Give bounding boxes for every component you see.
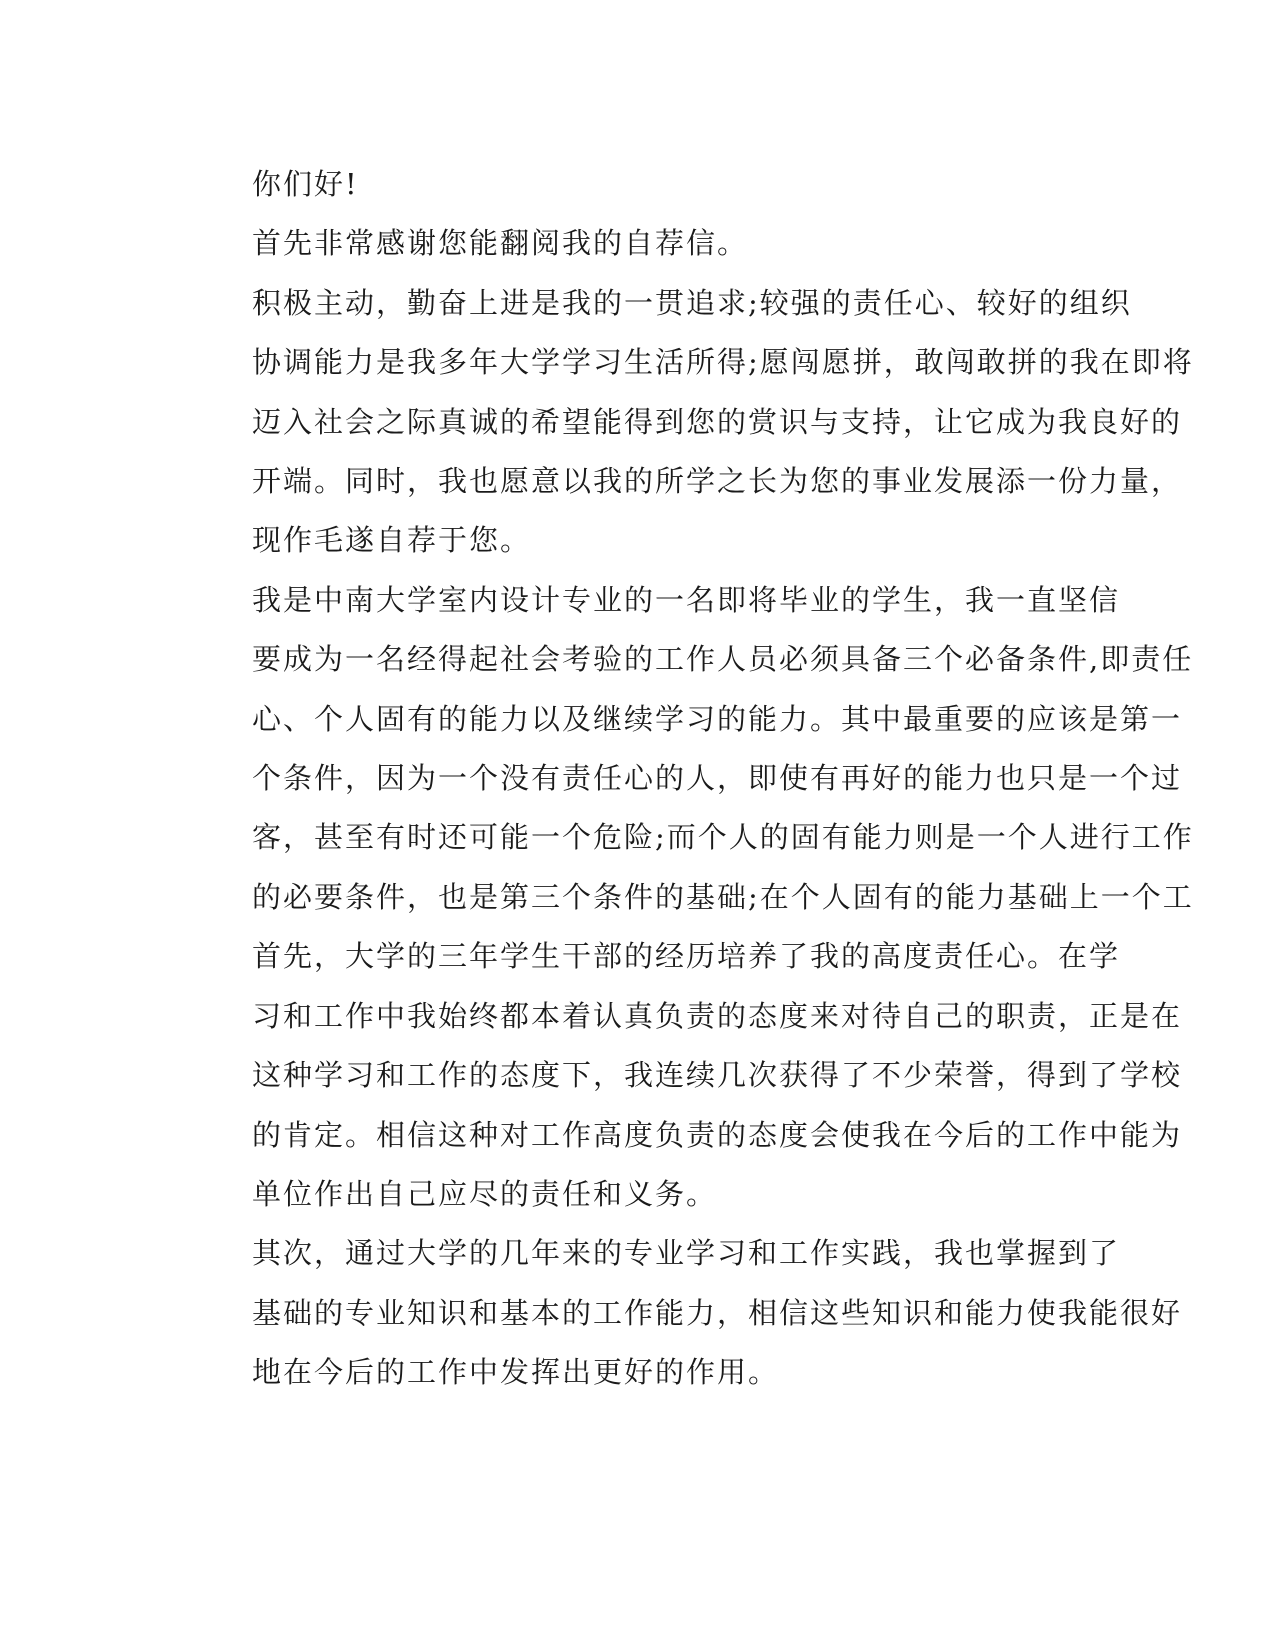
text-line: 心、个人固有的能力以及继续学习的能力。其中最重要的应该是第一: [252, 701, 1183, 736]
text-line: 要成为一名经得起社会考验的工作人员必须具备三个必备条件,即责任: [252, 642, 1194, 677]
greeting-line: 你们好!: [252, 167, 359, 201]
text-line: 个条件，因为一个没有责任心的人，即使有再好的能力也只是一个过: [252, 761, 1183, 796]
text-line: 基础的专业知识和基本的工作能力，相信这些知识和能力使我能很好: [252, 1295, 1183, 1330]
text-line: 单位作出自己应尽的责任和义务。: [252, 1176, 718, 1211]
text-line: 我是中南大学室内设计专业的一名即将毕业的学生，我一直坚信: [252, 582, 1121, 617]
text-line: 其次，通过大学的几年来的专业学习和工作实践，我也掌握到了: [252, 1236, 1121, 1271]
text-line: 积极主动，勤奋上进是我的一贯追求;较强的责任心、较好的组织: [252, 285, 1132, 320]
text-line: 的肯定。相信这种对工作高度负责的态度会使我在今后的工作中能为: [252, 1117, 1183, 1152]
paragraph-responsibility: [180, 927, 1183, 1224]
text-line: 迈入社会之际真诚的希望能得到您的赏识与支持，让它成为我良好的: [252, 404, 1183, 439]
greeting-paragraph: [180, 155, 1060, 214]
text-line: 客，甚至有时还可能一个危险;而个人的固有能力则是一个人进行工作: [252, 820, 1194, 855]
intro-paragraph: [180, 214, 1060, 273]
text-line: 现作毛遂自荐于您。: [252, 523, 532, 558]
intro-line: 首先非常感谢您能翻阅我的自荐信。: [252, 226, 749, 261]
paragraph-skills: [180, 1224, 1183, 1402]
text-line: 这种学习和工作的态度下，我连续几次获得了不少荣誉，得到了学校: [252, 1058, 1183, 1093]
text-line: 习和工作中我始终都本着认真负责的态度来对待自己的职责，正是在: [252, 998, 1183, 1033]
text-line: 地在今后的工作中发挥出更好的作用。: [252, 1355, 780, 1390]
text-line: 协调能力是我多年大学学习生活所得;愿闯愿拼，敢闯敢拼的我在即将: [252, 345, 1194, 380]
text-line: 首先，大学的三年学生干部的经历培养了我的高度责任心。在学: [252, 939, 1121, 974]
text-line: 开端。同时，我也愿意以我的所学之长为您的事业发展添一份力量，: [252, 464, 1183, 499]
letter-body: [180, 155, 1194, 1403]
text-line: 的必要条件，也是第三个条件的基础;在个人固有的能力基础上一个工: [252, 879, 1194, 914]
paragraph-self-introduction: [180, 274, 1194, 571]
paragraph-background: [180, 571, 1194, 927]
